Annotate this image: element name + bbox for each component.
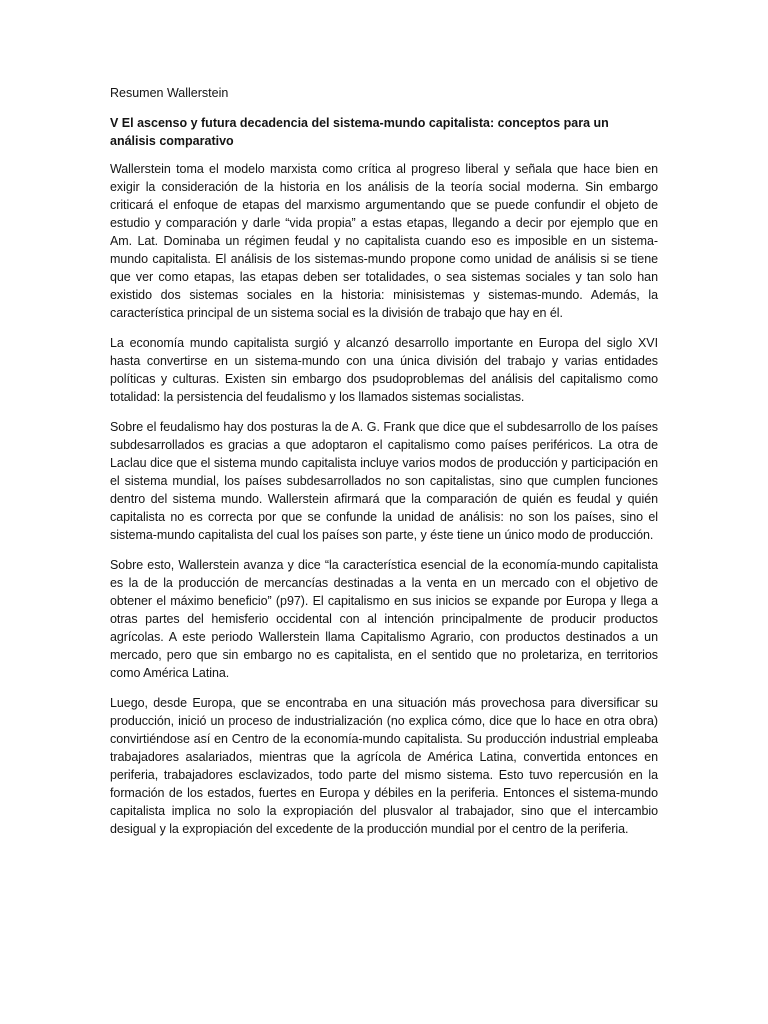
document-page	[110, 84, 658, 850]
document-title: Resumen Wallerstein	[110, 86, 229, 100]
paragraph: Sobre esto, Wallerstein avanza y dice “la característica esencial de la economía-mundo capitalista es la de la producción de mercancías destinadas a la venta en un mercado con el objetivo de obtener el máximo beneficio” (p97). El capitalismo en sus inicios se expande por Europa y llega a otras partes del hemisferio occidental con al intención principalmente de producir productos agrícolas. A este periodo Wallerstein llama Capitalismo Agrario, con productos destinados a un mercado, pero que sin embargo no es capitalista, en el sentido que no proletariza, en territorios como América Latina.	[110, 558, 658, 680]
paragraph: Luego, desde Europa, que se encontraba en una situación más provechosa para diversificar su producción, inició un proceso de industrialización (no explica cómo, dice que lo hace en otra obra) convirtiéndose así en Centro de la economía-mundo capitalista. Su producción industrial empleaba trabajadores asalariados, mientras que la agrícola de América Latina, convertida entonces en periferia, trabajadores esclavizados, todo parte del mismo sistema. Esto tuvo repercusión en la formación de los estados, fuertes en Europa y débiles en la periferia. Entonces el sistema-mundo capitalista implica no solo la expropiación del plusvalor al trabajador, sino que el intercambio desigual y la expropiación del excedente de la producción mundial por el centro de la periferia.	[110, 696, 658, 836]
paragraph: Wallerstein toma el modelo marxista como crítica al progreso liberal y señala que hace bien en exigir la consideración de la historia en los análisis de la teoría social moderna. Sin embargo criticará el enfoque de etapas del marxismo argumentando que se puede confundir el objeto de estudio y comparación y darle “vida propia” a estas etapas, llegando a decir por ejemplo que en Am. Lat. Dominaba un régimen feudal y no capitalista cuando eso es imposible en un sistema-mundo capitalista. El análisis de los sistemas-mundo propone como unidad de análisis si se tiene que ver como etapas, las etapas deben ser totalidades, o sea sistemas sociales y tan solo han existido dos sistemas sociales en la historia: minisistemas y sistemas-mundo. Además, la característica principal de un sistema social es la división de trabajo que hay en él.	[110, 162, 658, 320]
document-subtitle: V El ascenso y futura decadencia del sistema-mundo capitalista: conceptos para un análisis comparativo	[110, 116, 609, 148]
paragraph: La economía mundo capitalista surgió y alcanzó desarrollo importante en Europa del siglo XVI hasta convertirse en un sistema-mundo con una única división del trabajo y varias entidades políticas y culturas. Existen sin embargo dos psudoproblemas del análisis del capitalismo como totalidad: la persistencia del feudalismo y los llamados sistemas socialistas.	[110, 336, 658, 404]
paragraph: Sobre el feudalismo hay dos posturas la de A. G. Frank que dice que el subdesarrollo de los países subdesarrollados es gracias a que adoptaron el capitalismo como países periféricos. La otra de Laclau dice que el sistema mundo capitalista incluye varios modos de producción y participación en el sistema mundial, los países subdesarrollados no son capitalistas, sino que cumplen funciones dentro del sistema mundo. Wallerstein afirmará que la comparación de quién es feudal y quién capitalista no es correcta por que se confunde la unidad de análisis: no son los países, sino el sistema-mundo capitalista del cual los países son parte, y éste tiene un único modo de producción.	[110, 420, 658, 542]
